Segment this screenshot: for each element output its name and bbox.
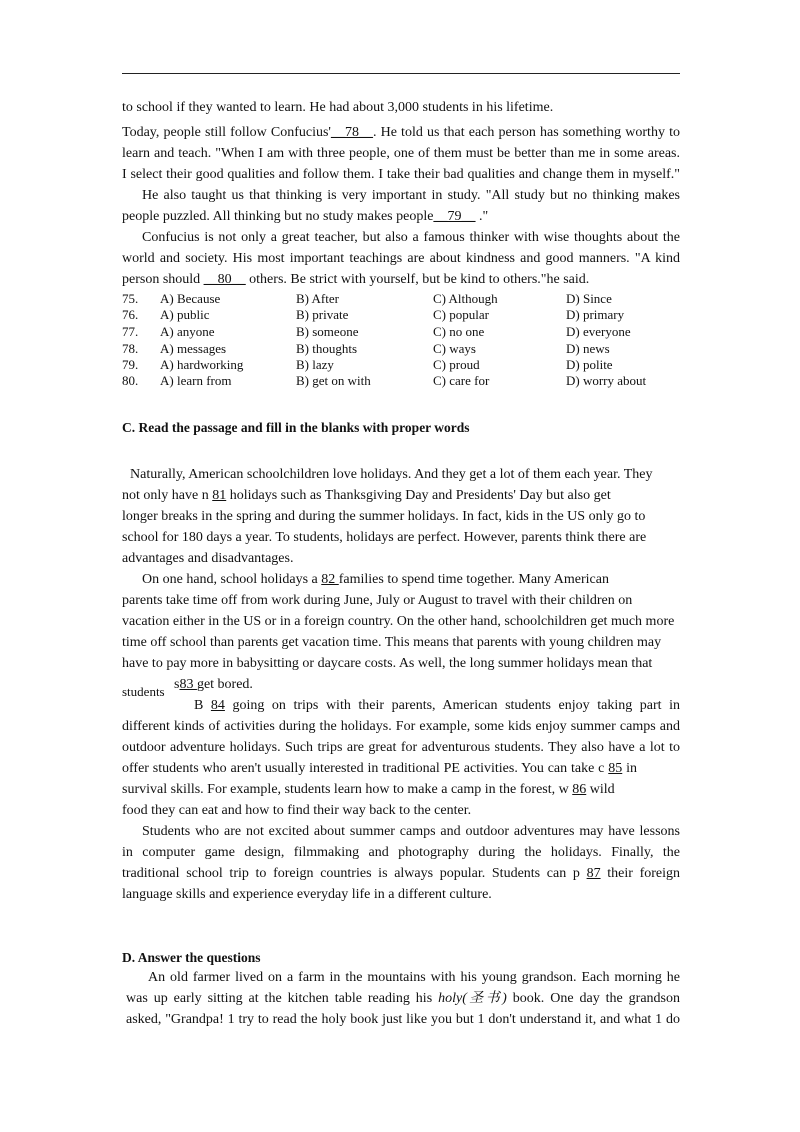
option-c[interactable]: C) popular — [433, 307, 489, 322]
passage-line: food they can eat and how to find their way back to the center. — [122, 803, 472, 818]
blank-79[interactable]: __79__ — [433, 209, 476, 224]
passage-line: asked, "Grandpa! 1 try to read the holy book just like you but 1 don't understand it, and what 1 do — [126, 1012, 680, 1027]
blank-81[interactable]: 81 — [212, 488, 227, 503]
passage-line: Students who are not excited about summer camps and outdoor adventures may have lessons — [142, 824, 680, 839]
passage-line: advantages and disadvantages. — [122, 551, 294, 566]
section-c-heading: C. Read the passage and fill in the blanks with proper words — [122, 420, 470, 435]
option-a[interactable]: A) messages — [160, 341, 227, 356]
passage-line: He also taught us that thinking is very important in study. "All study but no thinking makes — [142, 188, 680, 203]
passage-line: B 84 going on trips with their parents, American students enjoy taking part in — [194, 698, 680, 713]
option-c[interactable]: C) no one — [433, 324, 485, 339]
option-d[interactable]: D) primary — [566, 307, 625, 322]
option-number: 79. — [122, 357, 139, 372]
option-a[interactable]: A) anyone — [160, 324, 215, 339]
option-b[interactable]: B) thoughts — [296, 341, 358, 356]
option-a[interactable]: A) public — [160, 307, 210, 322]
option-c[interactable]: C) care for — [433, 373, 490, 388]
option-number: 78. — [122, 341, 139, 356]
passage-line: not only have n 81 holidays such as Thanksgiving Day and Presidents' Day but also get — [122, 488, 611, 503]
passage-line: Confucius is not only a great teacher, but also a famous thinker with wise thoughts about the — [142, 230, 680, 245]
blank-86[interactable]: 86 — [572, 782, 587, 797]
option-b[interactable]: B) get on with — [296, 373, 371, 388]
passage-line: school for 180 days a year. To students, holidays are perfect. However, parents think there are — [122, 530, 647, 545]
option-a[interactable]: A) learn from — [160, 373, 232, 388]
blank-80[interactable]: __80__ — [203, 272, 246, 287]
option-number: 80. — [122, 373, 139, 388]
passage-line: vacation either in the US or in a foreign country. On the other hand, schoolchildren get much more — [122, 614, 675, 629]
option-c[interactable]: C) ways — [433, 341, 476, 356]
passage-line: I select their good qualities and follow them. I take their bad qualities and change them in myself." — [122, 167, 680, 182]
option-d[interactable]: D) news — [566, 341, 610, 356]
passage-line: longer breaks in the spring and during the summer holidays. In fact, kids in the US only go to — [122, 509, 646, 524]
passage-line: time off school than parents get vacation time. This means that parents with young children may — [122, 635, 662, 650]
option-b[interactable]: B) someone — [296, 324, 359, 339]
option-c[interactable]: C) proud — [433, 357, 480, 372]
option-a[interactable]: A) Because — [160, 291, 221, 306]
passage-line: Today, people still follow Confucius'__78__. He told us that each person has something worthy to — [122, 125, 680, 140]
passage-line: outdoor adventure holidays. Such trips are great for adventurous students. They also have a lot to — [122, 740, 680, 755]
option-number: 76. — [122, 307, 139, 322]
passage-line: person should __80__ others. Be strict with yourself, but be kind to others."he said. — [122, 272, 590, 287]
passage-line: in computer game design, filmmaking and photography during the holidays. Finally, the — [122, 845, 680, 860]
passage-line: people puzzled. All thinking but no study makes people__79__ ." — [122, 209, 489, 224]
holy-word: holy(圣书) — [438, 991, 507, 1006]
option-b[interactable]: B) private — [296, 307, 349, 322]
blank-84[interactable]: 84 — [210, 698, 225, 713]
option-d[interactable]: D) everyone — [566, 324, 631, 339]
passage-line: different kinds of activities during the holidays. For example, some kids enjoy summer camps and — [122, 719, 680, 734]
option-d[interactable]: D) worry about — [566, 373, 647, 388]
blank-87[interactable]: 87 — [586, 866, 601, 881]
passage-line: students — [122, 684, 165, 699]
passage-line: to school if they wanted to learn. He had about 3,000 students in his lifetime. — [122, 100, 554, 115]
passage-line: survival skills. For example, students learn how to make a camp in the forest, w 86 wild — [122, 782, 615, 797]
option-a[interactable]: A) hardworking — [160, 357, 244, 372]
blank-82[interactable]: 82 — [321, 572, 339, 587]
passage-line: Naturally, American schoolchildren love holidays. And they get a lot of them each year. They — [130, 467, 653, 482]
passage-line: language skills and experience everyday life in a different culture. — [122, 887, 492, 902]
passage-line: traditional school trip to foreign countries is always popular. Students can p 87 their foreign — [122, 866, 681, 881]
header-rule — [122, 73, 680, 74]
passage-line: was up early sitting at the kitchen table reading his holy(圣书) book. One day the grandson — [126, 991, 681, 1006]
passage-line: offer students who aren't usually interested in traditional PE activities. You can take c 85 in — [122, 761, 638, 776]
section-d-heading: D. Answer the questions — [122, 950, 261, 965]
passage-line: learn and teach. "When I am with three people, one of them must be better than me in some areas. — [122, 146, 680, 161]
blank-85[interactable]: 85 — [608, 761, 623, 776]
option-d[interactable]: D) Since — [566, 291, 612, 306]
blank-83[interactable]: 83 — [179, 677, 197, 692]
option-number: 77. — [122, 324, 139, 339]
passage-line: have to pay more in babysitting or daycare costs. As well, the long summer holidays mean that — [122, 656, 653, 671]
passage-line: An old farmer lived on a farm in the mountains with his young grandson. Each morning he — [148, 970, 680, 985]
option-b[interactable]: B) After — [296, 291, 339, 306]
blank-78[interactable]: __78__ — [330, 125, 373, 140]
passage-line: s83 get bored. — [174, 677, 253, 692]
passage-line: world and society. His most important teachings are about kindness and good manners. "A kind — [122, 251, 680, 266]
option-c[interactable]: C) Although — [433, 291, 498, 306]
passage-line: On one hand, school holidays a 82 families to spend time together. Many American — [142, 572, 609, 587]
option-number: 75. — [122, 291, 139, 306]
option-d[interactable]: D) polite — [566, 357, 613, 372]
option-b[interactable]: B) lazy — [296, 357, 334, 372]
passage-line: parents take time off from work during June, July or August to travel with their children on — [122, 593, 633, 608]
